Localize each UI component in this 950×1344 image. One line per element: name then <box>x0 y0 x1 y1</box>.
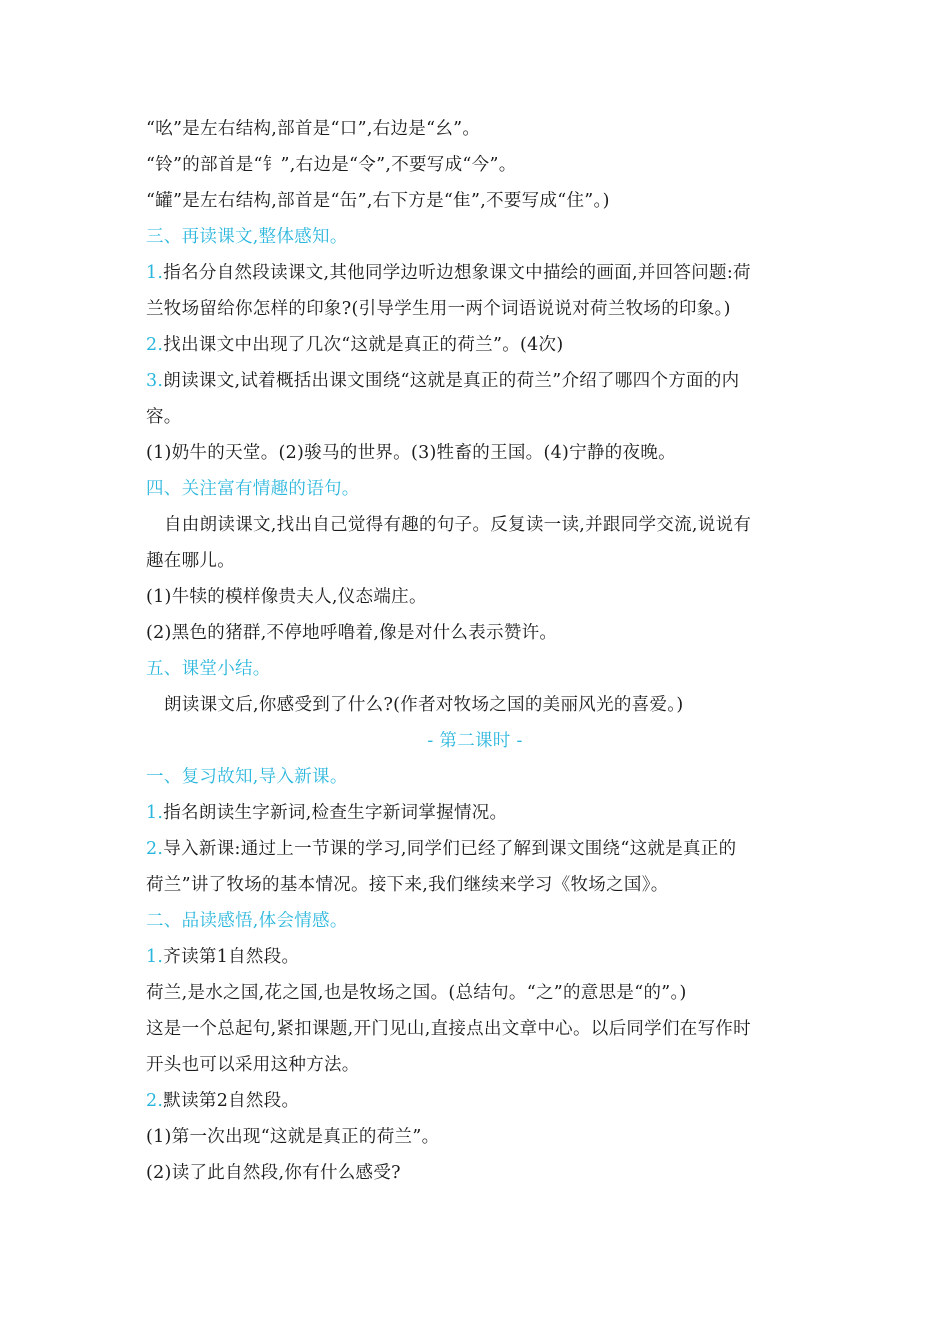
text-line: 兰牧场留给你怎样的印象?(引导学生用一两个词语说说对荷兰牧场的印象。) <box>146 299 731 319</box>
section-heading: 二、品读感悟,体会情感。 <box>146 911 348 931</box>
text-line: 容。 <box>146 407 182 427</box>
item-text: 朗读课文,试着概括出课文围绕“这就是真正的荷兰”介绍了哪四个方面的内 <box>163 371 740 391</box>
section-heading: 一、复习故知,导入新课。 <box>146 767 348 787</box>
item-number: 2. <box>146 335 164 355</box>
section-heading: 五、课堂小结。 <box>146 659 271 679</box>
item-number: 3. <box>146 371 164 391</box>
text-line: 趣在哪儿。 <box>146 551 235 571</box>
item-text: 指名分自然段读课文,其他同学边听边想象课文中描绘的画面,并回答问题:荷 <box>163 263 751 283</box>
text-line: 自由朗读课文,找出自己觉得有趣的句子。反复读一读,并跟同学交流,说说有 <box>164 515 752 535</box>
text-line: 开头也可以采用这种方法。 <box>146 1055 360 1075</box>
item-number: 1. <box>146 947 164 967</box>
item-text: 指名朗读生字新词,检查生字新词掌握情况。 <box>163 803 508 823</box>
text-line <box>146 801 816 825</box>
item-text: 导入新课:通过上一节课的学习,同学们已经了解到课文围绕“这就是真正的 <box>163 839 737 859</box>
text-line: 荷兰,是水之国,花之国,也是牧场之国。(总结句。“之”的意思是“的”。) <box>146 983 687 1003</box>
text-line <box>146 261 816 285</box>
section-heading: 四、关注富有情趣的语句。 <box>146 479 360 499</box>
item-number: 1. <box>146 803 164 823</box>
item-number: 2. <box>146 1091 164 1111</box>
lesson-divider-title: - 第二课时 - <box>427 731 523 751</box>
item-text: 找出课文中出现了几次“这就是真正的荷兰”。(4次) <box>163 335 564 355</box>
text-line <box>146 333 816 357</box>
text-line: 这是一个总起句,紧扣课题,开门见山,直接点出文章中心。以后同学们在写作时 <box>146 1019 751 1039</box>
item-number: 2. <box>146 839 164 859</box>
text-line: “罐”是左右结构,部首是“缶”,右下方是“隹”,不要写成“住”。) <box>146 191 610 211</box>
text-line: (1)奶牛的天堂。(2)骏马的世界。(3)牲畜的王国。(4)宁静的夜晚。 <box>146 443 676 463</box>
text-line <box>146 1089 816 1113</box>
item-text: 默读第2自然段。 <box>163 1091 300 1111</box>
text-line: (1)牛犊的模样像贵夫人,仪态端庄。 <box>146 587 427 607</box>
text-line <box>146 369 816 393</box>
text-line <box>146 945 816 969</box>
text-line: “吆”是左右结构,部首是“口”,右边是“幺”。 <box>146 119 481 139</box>
text-line: “铃”的部首是“钅”,右边是“令”,不要写成“今”。 <box>146 155 517 175</box>
text-line: (2)黑色的猪群,不停地呼噜着,像是对什么表示赞许。 <box>146 623 558 643</box>
text-line: (1)第一次出现“这就是真正的荷兰”。 <box>146 1127 440 1147</box>
item-text: 齐读第1自然段。 <box>163 947 300 967</box>
section-heading: 三、再读课文,整体感知。 <box>146 227 348 247</box>
text-line: 朗读课文后,你感受到了什么?(作者对牧场之国的美丽风光的喜爱。) <box>164 695 684 715</box>
text-line <box>146 837 816 861</box>
text-line: 荷兰”讲了牧场的基本情况。接下来,我们继续来学习《牧场之国》。 <box>146 875 669 895</box>
item-number: 1. <box>146 263 164 283</box>
text-line: (2)读了此自然段,你有什么感受? <box>146 1163 401 1183</box>
